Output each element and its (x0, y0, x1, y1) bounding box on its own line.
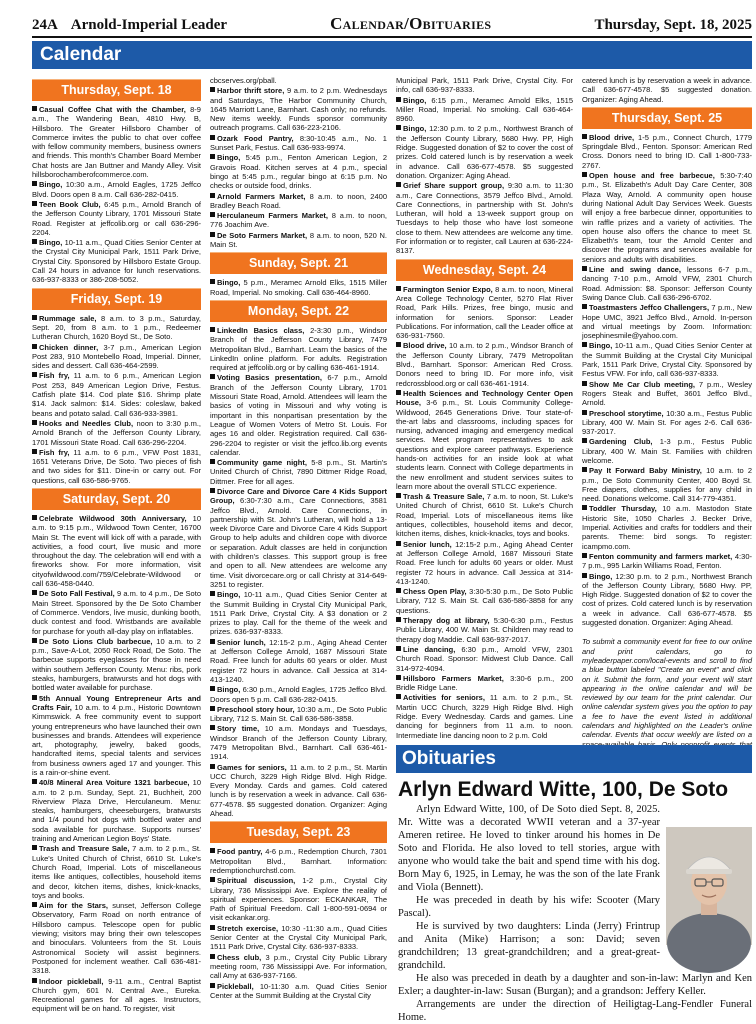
bullet-square-icon (210, 686, 215, 691)
event-listing (582, 303, 752, 340)
bullet-square-icon (582, 553, 587, 558)
event-details: 3-6 p.m., St. Louis Community College-Wildwood, 2645 Generations Drive. Tour state-of-the-art labs and classrooms, including spaces for nursing, advanced imaging and emergency medical services. Meet program representatives to ask questions and explore career pathways. Experience hands-on activities for an inside look at what students learn. Connect with College departments in the new enrollment and student services suites to learn more about the overall STLCC experience. (396, 398, 573, 491)
event-listing (32, 778, 201, 843)
bullet-square-icon (396, 675, 401, 680)
obituary-body (398, 803, 752, 1023)
header-rule (32, 36, 752, 38)
event-details: 3:30-5:30 p.m., De Soto Public Library, 712 S. Main St. Call 636-586-3858 for any questions. (396, 587, 573, 615)
event-details: 6:15 p.m., Meramec Arnold Elks, 1515 Miller Road, Imperial. No smoking. Call 636-464-8960. (396, 95, 573, 124)
bullet-square-icon (32, 449, 37, 454)
calendar-banner (32, 41, 752, 69)
event-listing (32, 200, 201, 237)
page-number: 24A (32, 17, 58, 33)
event-listing (582, 504, 752, 550)
event-details: 1-2 p.m., Crystal City Library, 736 Mississippi Ave. Explore the reality of spiritual experiences. Sponsor: ECKANKAR, The Path of Spiritual Freedom. Call 1-800-591-0694 or visit eckankar.org. (210, 876, 387, 923)
event-details: 11 a.m. to 6 p.m., American Legion Post 253, 849 American Legion Drive, Festus. Catfish plate $14. Cod plate $16. Shrimp plate $14. Jack salmon: $14. Sides: coleslaw, baked beans and potato salad. Call 636-933-3981. (32, 371, 201, 418)
event-title: Teen Book Club, (39, 199, 101, 209)
header-left (32, 17, 227, 34)
bullet-square-icon (396, 694, 401, 699)
event-details: 11 a.m. to 2 p.m., St. Martin UCC Church, 3229 High Ridge Blvd. High Ridge. Every Wednesday. Cards and games. Line dancing for beginners from 11 a.m. to noon. Intermediate line dancing noon to 2 p.m. Cold (396, 693, 573, 740)
event-details: catered lunch is by reservation a week in advance. Call 636-677-4578. $5 suggested donation. Organizer: Aging Ahead. (582, 76, 752, 104)
event-title: Preschool storytime, (589, 408, 664, 418)
event-title: Chess Open Play, (403, 587, 467, 597)
bullet-square-icon (210, 232, 215, 237)
event-listing (210, 458, 387, 486)
event-title: Bingo, (589, 341, 613, 351)
event-title: De Soto Fall Festival, (39, 589, 115, 599)
event-details: 12:15-2 p.m., Aging Ahead Center at Jefferson College Arnold, 1687 Missouri State Road. Free lunch for adults 60 years or older. Must register 72 hours in advance. Call Jessica at 314-413-1240. (396, 539, 573, 586)
event-listing (582, 572, 752, 628)
bullet-square-icon (582, 505, 587, 510)
day-header: Sunday, Sept. 21 (210, 252, 387, 274)
event-details: 6:30 p.m., Arnold VFW, 2301 Church Road. Sponsor: Midwest Club Dance. Call 314-972-4094. (396, 644, 574, 673)
event-listing (32, 371, 201, 417)
event-title: Herculaneum Farmers Market, (217, 211, 328, 221)
event-title: Gardening Club, (589, 437, 653, 447)
event-details: cbcserves.org/pball. (210, 76, 277, 85)
event-title: Activities for seniors, (403, 693, 485, 703)
obituary-paragraph: He also was preceded in death by a daughter and son-in-law: Marlyn and Ken Exler; a daughter-in-law: Susan (Burgan); and a grandson: Jeffery Keller. (398, 973, 752, 997)
event-details: 3 p.m., Crystal City Public Library meeting room, 736 Mississippi Ave. For information, call Amy at 636-937-7166. (210, 952, 387, 981)
event-title: Show Me Car Club meeting, (589, 379, 696, 389)
bullet-square-icon (32, 239, 37, 244)
bullet-square-icon (32, 420, 37, 425)
event-title: Aim for the Stars, (39, 901, 108, 911)
event-title: 40/8 Mineral Area Voiture 1321 barbecue, (39, 778, 190, 788)
bullet-square-icon (210, 212, 215, 217)
event-listing (210, 953, 387, 981)
event-listing (582, 437, 752, 465)
obituary-headline: Arlyn Edward Witte, 100, De Soto (398, 778, 729, 801)
event-details: 5-8 p.m., St. Martin's United Church of Christ, 7890 Dittmer Ridge Road, Dittmer. Free for all ages. (210, 458, 387, 486)
event-details: sunset, Jefferson College Observatory, Farm Road on north entrance of Hillsboro campus. Telescope open for public viewing; visitors may bring their own telescopes and binoculars. Volunteers from the St. Louis Astronomical Society will assist beginners. Postponed for inclement weather. Call 636-481-3318. (32, 901, 201, 976)
event-title: Community game night, (217, 458, 307, 468)
event-title: Bingo, (39, 180, 63, 190)
event-listing (210, 876, 387, 922)
event-listing (210, 373, 387, 457)
event-continued (396, 76, 573, 95)
event-title: Rummage sale, (39, 313, 97, 323)
event-details: 11 a.m. to 2 p.m., St. Martin UCC Church, 3229 High Ridge Blvd. High Ridge. Every Monday. Cards and games. Cold catered lunch is by reservation a week in advance. Call 636-677-4578. $5 suggested donation. Organizer: Aging Ahead. (210, 762, 387, 819)
bullet-square-icon (210, 877, 215, 882)
event-listing (396, 389, 573, 491)
event-listing (32, 977, 201, 1014)
bullet-square-icon (582, 410, 587, 415)
section-title: Calendar/Obituaries (330, 14, 492, 33)
event-details: 10 a.m. to 9:15 p.m., Wildwood Town Center, 16700 Main St. The event will kick off with a parade, with activities, a food court, live music and more throughout the day. The celebration will end with a fireworks show. For more information, visit cityofwildwood.com/759/Celebrate-Wildwood or call 636-458-0440. (32, 513, 201, 589)
event-listing (396, 645, 573, 673)
event-title: Chicken dinner, (39, 342, 99, 352)
bullet-square-icon (210, 954, 215, 959)
bullet-square-icon (32, 590, 37, 595)
event-title: Therapy dog at library, (403, 616, 490, 626)
bullet-square-icon (32, 106, 37, 111)
bullet-square-icon (210, 983, 215, 988)
event-listing (32, 448, 201, 485)
event-title: LinkedIn Basics class, (217, 325, 305, 335)
event-listing (582, 341, 752, 378)
event-title: Pickleball, (217, 981, 254, 991)
event-title: Preschool story hour, (217, 704, 295, 714)
event-listing (32, 180, 201, 199)
event-listing (210, 763, 387, 819)
event-details: 9:30 a.m. to 11:30 a.m., Care Connections, 3579 Jeffco Blvd., Arnold. Care Connections, in partnership with St. John's Lutheran, will hold a 13-week support group on Tuesdays to help those who have lost someone close to them. New attendees are welcome any time. For information or to register, call Lauren at 636-224-8137. (396, 181, 573, 256)
event-details: 12:30 p.m. to 2 p.m., Northwest Branch of the Jefferson County Library, 5680 Hwy. PP, High Ridge. Suggested donation of $2 to cover the cost of prizes. Cold catered lunch is by reservation a week in advance. Call 636-677-4578. $5 suggested donation. Organizer: Aging Ahead. (582, 571, 752, 628)
event-listing (396, 587, 573, 615)
event-listing (210, 982, 387, 1001)
event-details: 2-3:30 p.m., Windsor Branch of the Jefferson County Library, 7479 Metropolitan Blvd., Barnhart. Learn the basics of the LinkedIn online platform. For adults. Registration required at jeffcolib.org or by calling 636-461-1914. (210, 325, 387, 373)
event-details: lessons 6-7 p.m., dancing 7-10 p.m., Arnold VFW, 2301 Church Road. Admission: $8. Sponsor: Jefferson County Swing Dance Club. Call 636-296-6702. (582, 265, 752, 302)
event-details: 10 a.m. to 2 p.m., Save-A-Lot, 2050 Rock Road, De Soto. The barbecue supports eyeglasses for those in need within southern Jefferson County. Menu: ribs, pork steaks, hamburgers, bratwursts and hot dogs with bottled water available for purchase. (32, 636, 201, 693)
event-title: Blood drive, (589, 132, 635, 142)
bullet-square-icon (32, 695, 37, 700)
day-header: Monday, Sept. 22 (210, 300, 387, 322)
bullet-square-icon (32, 201, 37, 206)
event-title: Bingo, (217, 590, 241, 600)
bullet-square-icon (396, 588, 401, 593)
bullet-square-icon (396, 617, 401, 622)
event-details: 10 a.m. to 2 p.m., Windsor Branch of the Jefferson County Library, 7479 Metropolitan Blvd., Barnhart. Sponsor: American Red Cross. Donors need to bring ID. For more info, visit redcrossblood.org or call 636-461-1914. (396, 341, 573, 388)
bullet-square-icon (582, 467, 587, 472)
event-details: 3-7 p.m., American Legion Post 283, 910 Montebello Road, Imperial. Dinner, sides and dessert. Call 636-464-2599. (32, 342, 201, 371)
calendar-column-1 (32, 76, 201, 1014)
event-listing (210, 211, 387, 230)
event-listing (32, 694, 201, 778)
bullet-square-icon (582, 304, 587, 309)
event-details: 1-5 p.m., Connect Church, 1779 Springdale Blvd., Fenton. Sponsor: American Red Cross. Donors need to bring ID. Call 1-800-733-2767. (582, 132, 753, 170)
bullet-square-icon (582, 573, 587, 578)
event-title: Bingo, (403, 95, 427, 105)
event-details: 10-11 a.m., Quad Cities Senior Center at the Summit Building in Crystal City Municipal Park, 1511 Park Drive, Crystal City. A $3 donation or 2 prizes to play. Call for the theme of the week and prizes. 636-937-8333. (210, 590, 387, 637)
event-title: Indoor pickleball, (39, 976, 104, 986)
bullet-square-icon (582, 438, 587, 443)
event-details: 12:30 p.m. to 2 p.m., Northwest Branch of the Jefferson County Library, 5680 Hwy. PP, High Ridge. Suggested donation of $2 to cover the cost of prizes. Cold catered lunch is by reservation a week in advance. Call 636-677-4578. $5 suggested donation. Organizer: Aging Ahead. (396, 124, 573, 180)
event-title: Divorce Care and Divorce Care 4 Kids Support Group, (210, 486, 387, 506)
event-listing (396, 616, 573, 644)
calendar-title: Calendar (40, 44, 122, 65)
event-listing (396, 341, 573, 387)
event-title: Line and swing dance, (589, 265, 681, 275)
event-details: 8 a.m. to noon, 2400 Bradley Beach Road. (210, 191, 387, 210)
obituary-portrait (666, 827, 752, 945)
event-details: 10-11 a.m., Quad Cities Senior Center at the Summit Building at the Crystal City Municipal Park, 1511 Park Drive, Crystal City. Sponsored by Festus VFW. For info, call 636-937-8333. (582, 341, 752, 379)
bullet-square-icon (32, 515, 37, 520)
event-details: 8 a.m. to noon, 776 Joachim Ave. (210, 211, 388, 230)
event-listing (582, 133, 752, 170)
event-listing (396, 181, 573, 255)
obituary-paragraph: He is survived by two daughters: Linda (Jerry) Frintrup and Anita (Mike) Harrison; a son: David; seven grandchildren; 13 great-grandchildren; and a great-great-grandchild. (398, 921, 660, 971)
event-details: 5 p.m., Meramec Arnold Elks, 1515 Miller Road, Imperial. No smoking. Call 636-464-8960. (210, 278, 387, 297)
event-listing (32, 514, 201, 588)
event-listing (396, 285, 573, 341)
event-listing (396, 693, 573, 739)
obituaries-banner (396, 745, 752, 773)
event-title: Harbor thrift store, (217, 86, 285, 96)
bullet-square-icon (396, 541, 401, 546)
event-details: 6:30-7:30 a.m., Care Connections, 3581 Jeffco Blvd., Arnold. Care Connections, in partnership with St. John's Lutheran, will hold a 13-week Divorce Care and Divorce Care 4 Kids Support Group to help adults and children cope with divorce or separation. Adult classes are held in conjunction with children's classes. This support group is free and open to all. New attendees are welcome any time. Visit divorcecare.org or call Christy at 314-649-3251 to register. (210, 496, 387, 589)
event-details: 10:30 a.m., Arnold Eagles, 1725 Jeffco Blvd. Doors open 8 a.m. Call 636-282-0415. (32, 180, 201, 199)
event-listing (582, 409, 752, 437)
bullet-square-icon (210, 154, 215, 159)
event-listing (32, 844, 201, 900)
obituary-paragraph: Arlyn Edward Witte, 100, of De Soto died Sept. 8, 2025. Mr. Witte was a decorated WWII veteran and a 37-year Ameren retiree. He loved to tinker around his homes in De Soto and Florida. He also loved to tell stories, argue with anyone who would take the bait and spend time with his dog. Born May 6, 1925, in Lemay, he was the son of the late Frank and Viola (Bennett). (398, 804, 660, 893)
submission-note: To submit a community event for free to our online and print calendars, go to myleaderpaper.com/local-events and scroll to find a blue button labeled "Create an event" and click on it. Submit the form, and your event will start appearing in the online calendar and will be reviewed by our team for the print calendar. Our online calendar system gives you the option to pay a fee to have the event listed in additional calendars and highlighted on the Leader's online calendar. Events that occur weekly are listed on a (582, 637, 752, 740)
event-details: Municipal Park, 1511 Park Drive, Crystal City. For info, call 636-937-8333. (396, 76, 573, 95)
event-details: 8:30-10:45 a.m., No. 1 Sunset Park, Festus. Call 636-933-9974. (210, 133, 387, 153)
bullet-square-icon (582, 266, 587, 271)
event-listing (210, 590, 387, 636)
event-details: 10 a.m. to 4 p.m., Historic Downtown Kimmswick. A free community event to support young entrepreneurs who have launched their own businesses and brands. Attendees will experience art, photography, jewelry, baked goods, handcrafted items, special talents and services from business owners aged 17 and younger. This is a rain-or-shine event. (32, 702, 201, 777)
event-listing (32, 238, 201, 284)
event-listing (582, 552, 752, 571)
event-listing (396, 124, 573, 180)
event-listing (32, 419, 201, 447)
event-title: Chess club, (217, 952, 262, 962)
page-header (32, 14, 752, 36)
event-details: 6-7 p.m., Arnold Branch of the Jefferson County Library, 1701 Missouri State Road, Arnold. Attendees will learn the basics of voting in Missouri and why voting is important in this nonpartisan presentation by the League of Women Voters of Metro St. Louis. For ages 16 and older. Registration required. Call 636-296-2204 to register or visit the jeffco.lib.org events calendar. (210, 373, 387, 457)
bullet-square-icon (32, 638, 37, 643)
calendar-column-3 (396, 76, 574, 740)
event-details: 4:30-7 p.m., 995 Larkin Williams Road, Fenton. (582, 551, 752, 571)
event-details: 5:30-6:30 p.m., Festus Public Library, 400 W. Main St. Children may read to therapy dog Maddie. Call 636-937-2017. (396, 616, 574, 644)
event-details: 8 a.m. to 3 p.m., Saturday, Sept. 20, from 8 a.m. to 1 p.m., Redeemer Lutheran Church, 1620 Boyd St., De Soto. (32, 313, 201, 342)
event-details: 10 a.m. to 2 p.m. Sunday, Sept. 21, Buchheit, 200 Riverview Plaza Drive, Herculaneum. Menu: steaks, hamburgers, cheeseburgers, bratwursts and 1/4 pound hot dogs with bottled water and soda available for purchase. Supports nurses' training and American Legion Boys' State. (32, 778, 201, 844)
bullet-square-icon (32, 902, 37, 907)
bullet-square-icon (396, 286, 401, 291)
calendar-column-4 (582, 76, 753, 740)
event-title: Story time, (217, 724, 260, 734)
bullet-square-icon (32, 845, 37, 850)
bullet-square-icon (32, 372, 37, 377)
event-details: 11 a.m. to 6 p.m., VFW Post 1831, 1651 Veterans Drive, De Soto. Two pieces of fish and two sides for $11. Dine-in or carry out. For questions, call 636-586-9765. (32, 447, 201, 485)
event-details: 3:30-6 p.m., 200 Bridle Ridge Lane. (396, 673, 574, 693)
bullet-square-icon (210, 193, 215, 198)
event-listing (210, 192, 387, 211)
bullet-square-icon (582, 342, 587, 347)
bullet-square-icon (32, 344, 37, 349)
obituary-paragraph: He was preceded in death by his wife: Scooter (Mary Pascal). (398, 895, 660, 919)
event-details: 6:30 p.m., Arnold Eagles, 1725 Jeffco Blvd. Doors open 5 p.m. Call 636-282-0415. (210, 685, 387, 704)
event-details: 10:30 a.m., De Soto Public Library, 712 S. Main St. Call 636-586-3858. (210, 704, 387, 724)
event-title: Bingo, (589, 571, 613, 581)
event-listing (210, 924, 387, 952)
event-title: Bingo, (217, 153, 241, 163)
event-details: 10 a.m. to 2 p.m., De Soto Community Center, 400 Boyd St. Free diapers, clothes, supplies for any child in need. Donations welcome. Call 314-779-4351. (582, 466, 752, 504)
event-title: Hooks and Needles Club, (39, 418, 134, 428)
event-title: Casual Coffee Chat with the Chamber, (39, 105, 186, 114)
event-title: Open house and free barbecue, (589, 171, 715, 181)
event-listing (32, 589, 201, 635)
event-listing (210, 86, 387, 132)
event-title: Farmington Senior Expo, (403, 284, 493, 294)
event-title: Grief Share support group, (403, 181, 505, 191)
bullet-square-icon (210, 706, 215, 711)
event-details: 12:15-2 p.m., Aging Ahead Center at Jefferson College Arnold, 1687 Missouri State Road. Free lunch for adults 60 years or older. Must register 72 hours in advance. Call Jessica at 314-413-1240. (210, 637, 387, 684)
event-listing (210, 231, 387, 250)
event-title: Fenton community and farmers market, (589, 551, 733, 561)
newspaper-name: Arnold-Imperial Leader (70, 17, 228, 33)
bullet-square-icon (32, 978, 37, 983)
bullet-square-icon (32, 181, 37, 186)
event-title: Blood drive, (403, 341, 447, 351)
event-title: Fish fry, (39, 447, 70, 457)
bullet-square-icon (210, 327, 215, 332)
event-listing (396, 540, 573, 586)
event-details: 9 a.m. to 4 p.m., De Soto Main Street. Sponsored by the De Soto Chamber of Commerce. Vendors, live music, dunking booth, duck contest and food. Wristbands are available for purchase for youth all-day play on inflatables. (32, 589, 201, 636)
calendar-column-2 (210, 76, 388, 1000)
event-title: Voting Basics presentation, (217, 373, 322, 383)
event-listing (582, 171, 752, 264)
event-title: Celebrate Wildwood 30th Anniversary, (39, 513, 187, 523)
event-details: 5:45 p.m., Fenton American Legion, 2 Gravois Road. Kitchen serves at 4 p.m., special bingo at 5:45 p.m., regular bingo at 6:15 p.m. No checks or outside food, drinks. (210, 153, 387, 191)
event-details: 8 a.m. to noon, 520 N. Main St. (210, 230, 387, 250)
event-details: 7 p.m., Wesley Rogers Steak and Buffet, 3601 Jeffco Blvd., Arnold. (582, 379, 752, 408)
event-listing (396, 674, 573, 693)
bullet-square-icon (396, 342, 401, 347)
event-title: Toastmasters Jeffco Challengers, (589, 303, 710, 313)
bullet-square-icon (210, 591, 215, 596)
event-details: 5:30-7:40 p.m., St. Elizabeth's Adult Day Care Center, 308 Plaza Way, Arnold. A community open house during National Adult Day Services Week. Guests will enjoy a free barbecue dinner, opportunities to win raffle prizes and a variety of activities. The open house also offers the chance to meet St. Elizabeth's team, tour the Arnold Center and discover the programs and services available for seniors and adults with disabilities. (582, 171, 752, 264)
bullet-square-icon (396, 97, 401, 102)
event-details: noon to 3:30 p.m., Arnold Branch of the Jefferson County Library, 1701 Missouri State Road. Call 636-296-2204. (32, 418, 201, 447)
event-listing (210, 685, 387, 704)
event-title: De Soto Lions Club barbecue, (39, 636, 153, 646)
event-details: 10:30 a.m., Festus Public Library, 400 W. Main St. For ages 2-6. Call 636-937-2017. (582, 408, 752, 437)
event-listing (32, 105, 201, 179)
event-listing (32, 343, 201, 371)
event-listing (210, 705, 387, 724)
event-details: 10:30 -11:30 a.m., Quad Cities Senior Center at the Crystal City Municipal Park, 1511 Park Drive, Crystal City. 636-937-8333. (210, 923, 387, 952)
bullet-square-icon (582, 134, 587, 139)
event-listing (582, 380, 752, 408)
event-listing (210, 847, 387, 875)
day-header: Thursday, Sept. 18 (32, 79, 201, 101)
event-details: 7 p.m., New Hope UMC, 3921 Jeffco Blvd., Arnold. In-person and virtual meetings by Zoom. Information: josephinesmile@yahoo.com. (582, 303, 752, 341)
event-listing (210, 278, 387, 297)
event-title: Bingo, (217, 278, 241, 288)
issue-date: Thursday, Sept. 18, 2025 (594, 17, 752, 33)
bullet-square-icon (210, 848, 215, 853)
event-listing (396, 492, 573, 538)
event-details: 8-9 a.m., The Wandering Bean, 4810 Hwy. B, Hillsboro. The Greater Hillsboro Chamber of Commerce invites the public to chat over coffee with fellow community members, business owners and friends. This month's Chamber Board Member Chat hosts are Jan Buttner and Mandy Alley. Visit hillsborochamberofcommerce.com. (32, 105, 201, 180)
event-title: Trash & Treasure Sale, (403, 492, 485, 502)
event-title: Spiritual discussion, (217, 876, 296, 886)
event-listing (32, 901, 201, 975)
day-header: Tuesday, Sept. 23 (210, 821, 387, 843)
event-listing (210, 638, 387, 684)
event-title: Bingo, (403, 124, 427, 134)
event-details: 7 a.m. to noon, St. Luke's United Church of Christ, 6610 St. Luke's Church Road, Imperial. Lots of miscellaneous items like antiques, collectibles, household items and decor, kitchen items, dishes, knick-knacks, toys and books. (396, 492, 573, 539)
event-title: Health Sciences and Technology Center Open House, (396, 388, 573, 408)
event-details: 10-11 a.m., Quad Cities Senior Center at the Crystal City Municipal Park, 1511 Park Drive, Crystal City. Sponsored by Hillsboro Estate Group. Call 24 hours in advance for lunch reservations. 636-937-8333 or 386-208-5052. (32, 238, 201, 285)
event-listing (396, 96, 573, 124)
event-title: Arnold Farmers Market, (217, 191, 306, 201)
event-title: Pay It Forward Baby Ministry, (589, 466, 702, 476)
event-title: Stretch exercise, (217, 923, 279, 933)
event-listing (32, 637, 201, 693)
bullet-square-icon (210, 87, 215, 92)
event-details: 8 a.m. to noon, Mineral Area College Technology Center, 5270 Flat River Road, Park Hills. Prizes, free bingo, music and information for seniors. Sponsor: Leader Publications. For information, call the Leader office at 636-931-7560. (396, 284, 573, 341)
bullet-square-icon (32, 315, 37, 320)
event-details: 4-6 p.m., Redemption Church, 7301 Metropolitan Blvd., Barnhart. Information: redemptionchurchstl.com. (210, 847, 387, 875)
day-header: Friday, Sept. 19 (32, 288, 201, 310)
event-details: 9 a.m. to 2 p.m. Wednesdays and Saturdays, The Harbor Community Church, 1645 Marriott Lane, Barnhart. Cash only; no refunds. New items weekly. Funds sponsor community outreach programs. Call 636-223-2106. (210, 86, 387, 133)
event-listing (582, 265, 752, 302)
bullet-square-icon (210, 725, 215, 730)
bullet-square-icon (582, 381, 587, 386)
event-title: Senior lunch, (217, 637, 266, 647)
day-header: Wednesday, Sept. 24 (396, 259, 573, 281)
event-title: Games for seniors, (217, 762, 287, 772)
event-details: 1-3 p.m., Festus Public Library, 400 W. Main St. Families with children welcome. (582, 437, 752, 465)
bullet-square-icon (396, 125, 401, 130)
event-title: Senior lunch, (403, 539, 452, 549)
day-header: Saturday, Sept. 20 (32, 488, 201, 510)
event-title: Fish fry, (39, 371, 70, 381)
event-title: Line dancing, (403, 644, 456, 654)
obituaries-title: Obituaries (402, 748, 496, 769)
bullet-square-icon (396, 182, 401, 187)
bullet-square-icon (210, 764, 215, 769)
bullet-square-icon (210, 488, 215, 493)
event-listing (210, 134, 387, 153)
event-title: Ozark Food Pantry, (217, 133, 294, 143)
event-title: Bingo, (217, 685, 241, 695)
event-listing (582, 466, 752, 503)
event-listing (32, 314, 201, 342)
event-continued (582, 76, 752, 104)
bullet-square-icon (210, 135, 215, 140)
day-header: Thursday, Sept. 25 (582, 107, 752, 129)
event-title: De Soto Farmers Market, (217, 230, 308, 240)
event-title: Trash and Treasure Sale, (39, 844, 130, 854)
bullet-square-icon (210, 279, 215, 284)
obituary-paragraph: Arrangements are under the direction of Heiligtag-Lang-Fendler Funeral Home. (398, 999, 752, 1023)
event-listing (210, 487, 387, 589)
bullet-square-icon (210, 639, 215, 644)
bullet-square-icon (582, 172, 587, 177)
event-details: 10 a.m. Mastodon State Historic Site, 1050 Charles J. Becker Drive, Imperial. Activities and crafts for toddlers and their parents. Theme: bird songs. To register: icampmo.com. (582, 504, 753, 551)
event-listing (210, 326, 387, 372)
bullet-square-icon (396, 390, 401, 395)
bullet-square-icon (210, 374, 215, 379)
bullet-square-icon (210, 925, 215, 930)
event-details: 7 a.m. to 2 p.m., St. Luke's United Church of Christ, 6610 St. Luke's Church Road, Imperial. Lots of miscellaneous items like antiques, collectibles, household items and decor, kitchen items, dishes, knick-knacks, toys and books. (32, 844, 201, 900)
bullet-square-icon (32, 779, 37, 784)
event-details: 10-11:30 a.m. Quad Cities Senior Center at the Summit Building at the Crystal City (210, 981, 387, 1000)
bullet-square-icon (210, 459, 215, 464)
event-listing (210, 724, 387, 761)
event-title: 5th Annual Young Entrepreneur Arts and Crafts Fair, (32, 693, 201, 712)
event-title: Bingo, (39, 238, 63, 248)
event-title: Hillsboro Farmers Market, (403, 673, 504, 683)
event-details: 6:45 p.m., Arnold Branch of the Jefferson County Library, 1701 Missouri State Road. Register at jeffcolib.org or call 636-296-2204. (32, 199, 201, 237)
event-continued (210, 76, 387, 85)
event-title: Food pantry, (217, 847, 263, 857)
event-listing (210, 153, 387, 190)
event-title: Toddler Thursday, (589, 504, 657, 514)
event-details: 10 a.m. Mondays and Tuesdays, Windsor Branch of the Jefferson County Library, 7479 Metropolitan Blvd., Barnhart. Call 636-461-1914. (210, 724, 387, 762)
bullet-square-icon (396, 646, 401, 651)
event-details: 9-11 a.m., Central Baptist Church gym, 601 N. Central Ave., Eureka. Recreational games for all ages. Instructors, equipment will be on hand. To register, visit (32, 976, 201, 1014)
bullet-square-icon (396, 493, 401, 498)
